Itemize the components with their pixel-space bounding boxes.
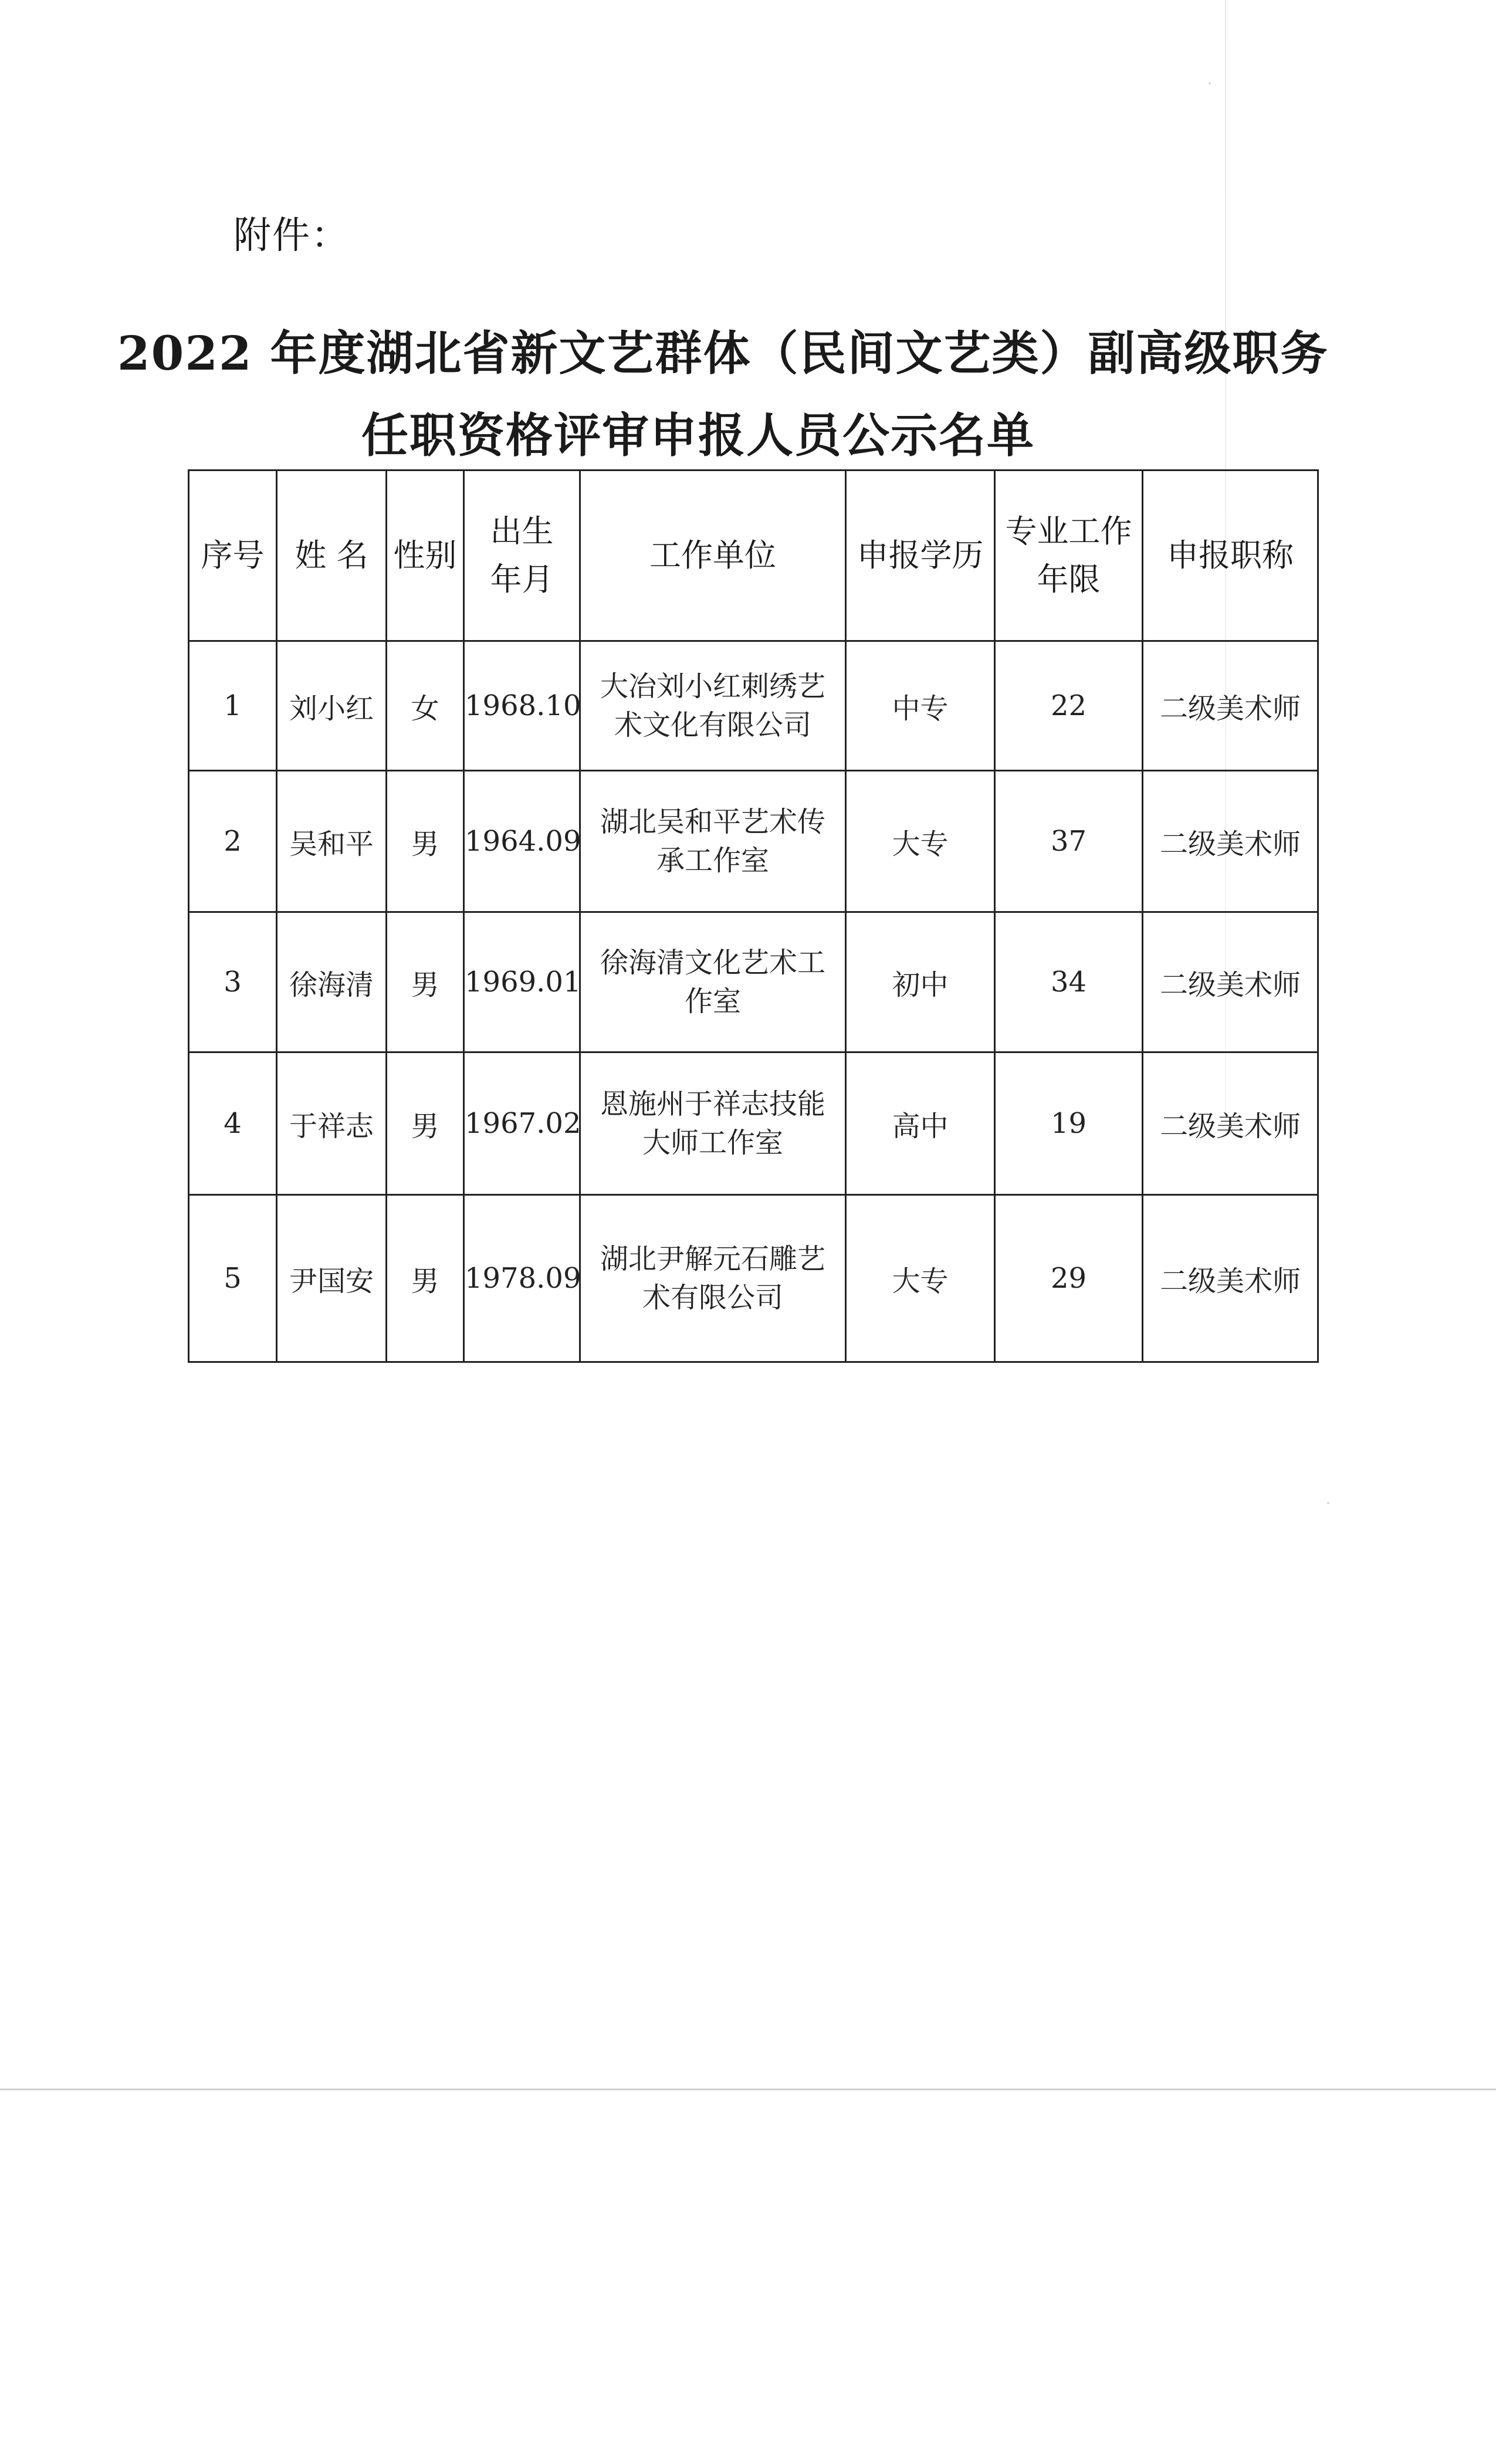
- header-birth-line-1: 出生: [490, 513, 554, 550]
- scan-speck: [1209, 82, 1211, 84]
- header-title: 申报职称: [1143, 471, 1318, 641]
- document-title-line-2: 任职资格评审申报人员公示名单: [361, 408, 1035, 463]
- cell-birth: 1968.10: [464, 641, 580, 771]
- attachment-label: 附件：: [233, 214, 350, 258]
- cell-birth: 1967.02: [464, 1052, 580, 1195]
- table-row: [189, 1195, 1318, 1362]
- header-years-line-1: 专业工作: [1005, 513, 1132, 550]
- cell-unit: [580, 641, 846, 771]
- cell-unit-line-1: 徐海清文化艺术工: [600, 946, 825, 979]
- cell-gender: 男: [387, 1052, 464, 1195]
- header-gender: 性别: [387, 471, 464, 641]
- cell-education: 大专: [846, 771, 995, 912]
- applicant-table: [188, 469, 1319, 1363]
- cell-gender: 女: [387, 641, 464, 771]
- cell-gender: 男: [387, 912, 464, 1052]
- cell-years: 37: [995, 771, 1143, 912]
- cell-birth: 1969.01: [464, 912, 580, 1052]
- cell-name: 于祥志: [277, 1052, 387, 1195]
- header-years: [995, 471, 1143, 641]
- cell-no: 4: [189, 1052, 277, 1195]
- cell-name: 尹国安: [277, 1195, 387, 1362]
- header-birth: [464, 471, 580, 641]
- cell-gender: 男: [387, 1195, 464, 1362]
- header-birth-line-2: 年月: [490, 561, 554, 598]
- cell-name: 徐海清: [277, 912, 387, 1052]
- cell-title: 二级美术师: [1143, 771, 1318, 912]
- cell-years: 34: [995, 912, 1143, 1052]
- cell-education: 中专: [846, 641, 995, 771]
- table-row: [189, 1052, 1318, 1195]
- document-title-line-1: 2022 年度湖北省新文艺群体（民间文艺类）副高级职务: [117, 326, 1329, 381]
- cell-education: 高中: [846, 1052, 995, 1195]
- cell-title: 二级美术师: [1143, 1052, 1318, 1195]
- cell-unit: [580, 1052, 846, 1195]
- cell-unit-line-2: 作室: [684, 985, 741, 1018]
- cell-birth: 1964.09: [464, 771, 580, 912]
- scan-speck: [1327, 1502, 1329, 1504]
- cell-unit-line-1: 湖北尹解元石雕艺: [600, 1243, 825, 1275]
- header-no: 序号: [189, 471, 277, 641]
- cell-title: 二级美术师: [1143, 641, 1318, 771]
- cell-education: 大专: [846, 1195, 995, 1362]
- table-header-row: [189, 471, 1318, 641]
- header-unit: 工作单位: [580, 471, 846, 641]
- cell-unit-line-1: 大冶刘小红刺绣艺: [600, 670, 825, 703]
- cell-years: 29: [995, 1195, 1143, 1362]
- cell-gender: 男: [387, 771, 464, 912]
- cell-no: 3: [189, 912, 277, 1052]
- cell-unit-line-1: 湖北吴和平艺术传: [600, 805, 825, 838]
- cell-title: 二级美术师: [1143, 1195, 1318, 1362]
- header-name: 姓 名: [277, 471, 387, 641]
- cell-unit-line-2: 术文化有限公司: [614, 709, 811, 742]
- cell-birth: 1978.09: [464, 1195, 580, 1362]
- cell-unit-line-2: 承工作室: [656, 844, 769, 877]
- cell-years: 19: [995, 1052, 1143, 1195]
- table-row: [189, 771, 1318, 912]
- cell-years: 22: [995, 641, 1143, 771]
- table-row: [189, 641, 1318, 771]
- cell-unit-line-1: 恩施州于祥志技能: [600, 1088, 825, 1121]
- cell-unit-line-2: 术有限公司: [642, 1281, 783, 1314]
- cell-no: 1: [189, 641, 277, 771]
- cell-no: 5: [189, 1195, 277, 1362]
- header-education: 申报学历: [846, 471, 995, 641]
- cell-unit: [580, 912, 846, 1052]
- cell-unit: [580, 1195, 846, 1362]
- cell-education: 初中: [846, 912, 995, 1052]
- table-row: [189, 912, 1318, 1052]
- cell-title: 二级美术师: [1143, 912, 1318, 1052]
- cell-name: 吴和平: [277, 771, 387, 912]
- cell-no: 2: [189, 771, 277, 912]
- cell-unit: [580, 771, 846, 912]
- header-years-line-2: 年限: [1037, 561, 1101, 598]
- cell-name: 刘小红: [277, 641, 387, 771]
- cell-unit-line-2: 大师工作室: [642, 1126, 783, 1159]
